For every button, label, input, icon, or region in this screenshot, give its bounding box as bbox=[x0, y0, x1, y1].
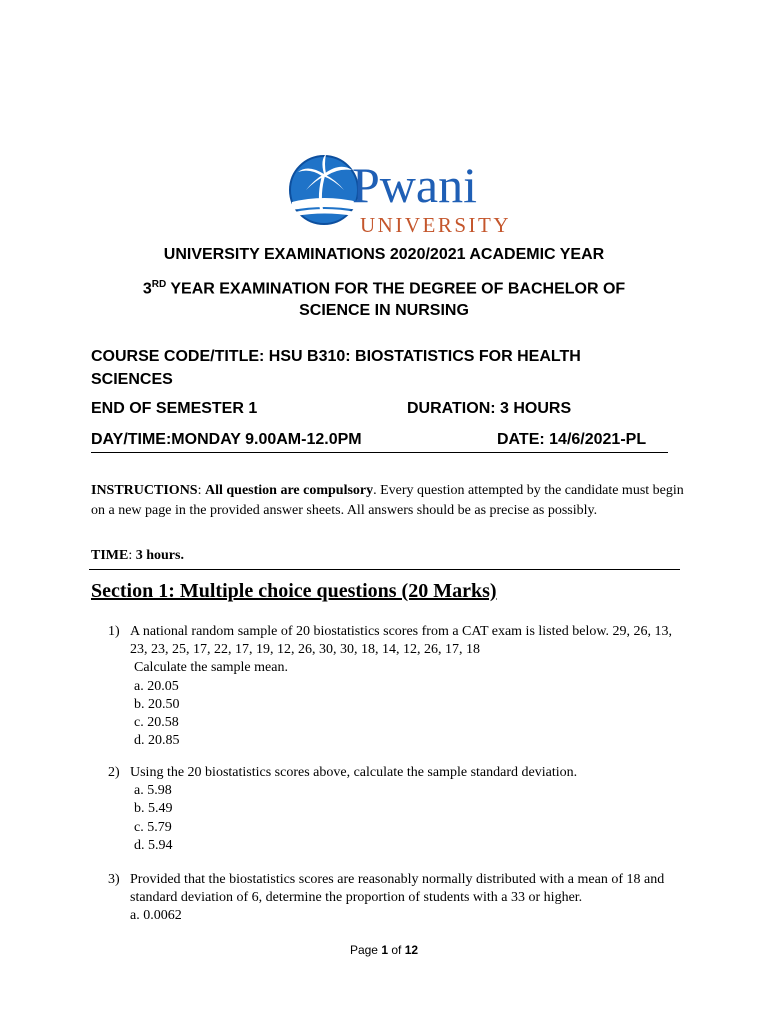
time-line: TIME: 3 hours. bbox=[91, 548, 184, 563]
semester-label: END OF SEMESTER 1 bbox=[91, 400, 258, 417]
option-list bbox=[134, 678, 678, 751]
day-time-label: DAY/TIME:MONDAY 9.00AM-12.0PM bbox=[91, 431, 362, 448]
option-list bbox=[130, 907, 678, 925]
time-label: TIME bbox=[91, 548, 129, 563]
of-label: of bbox=[391, 943, 402, 957]
question-text: Provided that the biostatistics scores are reasonably normally distributed with a mean of 18 and standard deviation of 6, determine the proportion of students with a 33 or higher. bbox=[130, 872, 665, 906]
answer-option: a. 5.98 bbox=[134, 783, 172, 799]
question-number: 3) bbox=[108, 872, 120, 887]
page-footer bbox=[0, 943, 768, 957]
degree-heading-line2: SCIENCE IN NURSING bbox=[299, 302, 469, 319]
option-list bbox=[134, 782, 678, 855]
instructions-text: . Every question attempted by the candidate must begin on a new page in the provided answer sheets. All answers should be as precise as possibly. bbox=[91, 483, 684, 518]
instructions-emphasis: All question are compulsory bbox=[204, 483, 374, 498]
current-page-number: 1 bbox=[381, 943, 388, 957]
answer-option: c. 20.58 bbox=[134, 715, 179, 731]
answer-option: d. 5.94 bbox=[134, 837, 173, 853]
university-logo bbox=[288, 150, 511, 238]
palm-tree-logo-icon bbox=[288, 150, 511, 238]
question-1 bbox=[108, 623, 678, 750]
question-3 bbox=[108, 871, 678, 926]
logo-subtitle: UNIVERSITY bbox=[360, 213, 511, 237]
question-subprompt: Calculate the sample mean. bbox=[134, 660, 288, 676]
answer-option: a. 20.05 bbox=[134, 678, 179, 694]
answer-option: b. 20.50 bbox=[134, 696, 180, 712]
answer-option: a. 0.0062 bbox=[130, 908, 182, 924]
degree-heading-line1 bbox=[0, 279, 768, 298]
year-ordinal-superscript: RD bbox=[151, 279, 167, 290]
section-divider bbox=[89, 569, 680, 570]
course-title-line1: COURSE CODE/TITLE: HSU B310: BIOSTATISTICS FOR HEALTH bbox=[91, 348, 581, 365]
year-number: 3 bbox=[142, 280, 152, 298]
exam-date-label: DATE: 14/6/2021-PL bbox=[497, 431, 647, 448]
section-title: Section 1: Multiple choice questions (20 Marks) bbox=[91, 580, 497, 602]
question-text: A national random sample of 20 biostatistics scores from a CAT exam is listed below. 29, 26, 13, 23, 23, 25, 17, 22, 17, 19, 12, 26, 30, 30, 18, 14, 12, 26, 17, 18 bbox=[130, 624, 673, 658]
answer-option: b. 5.49 bbox=[134, 801, 173, 817]
time-value: 3 hours. bbox=[135, 548, 184, 563]
logo-wordmark: Pwani bbox=[352, 157, 477, 213]
instructions-label: INSTRUCTIONS bbox=[91, 483, 198, 498]
question-number: 1) bbox=[108, 624, 120, 639]
question-number: 2) bbox=[108, 765, 120, 780]
answer-option: d. 20.85 bbox=[134, 733, 180, 749]
question-text: Using the 20 biostatistics scores above, calculate the sample standard deviation. bbox=[130, 765, 578, 780]
duration-label: DURATION: 3 HOURS bbox=[407, 400, 572, 417]
question-2 bbox=[108, 764, 678, 855]
day-time-row bbox=[91, 431, 668, 453]
page-label: Page bbox=[349, 943, 378, 957]
answer-option: c. 5.79 bbox=[134, 819, 172, 835]
total-pages-number: 12 bbox=[404, 943, 419, 957]
degree-heading-text: YEAR EXAMINATION FOR THE DEGREE OF BACHELOR OF bbox=[166, 280, 626, 298]
course-title-line2: SCIENCES bbox=[91, 371, 173, 388]
exam-year-heading: UNIVERSITY EXAMINATIONS 2020/2021 ACADEMIC YEAR bbox=[163, 246, 605, 263]
instructions-paragraph: INSTRUCTIONS: All question are compulsory. Every question attempted by the candidate must begin on a new page in the provided answer sheets. All answers should be as precise as possibly. bbox=[91, 483, 684, 518]
